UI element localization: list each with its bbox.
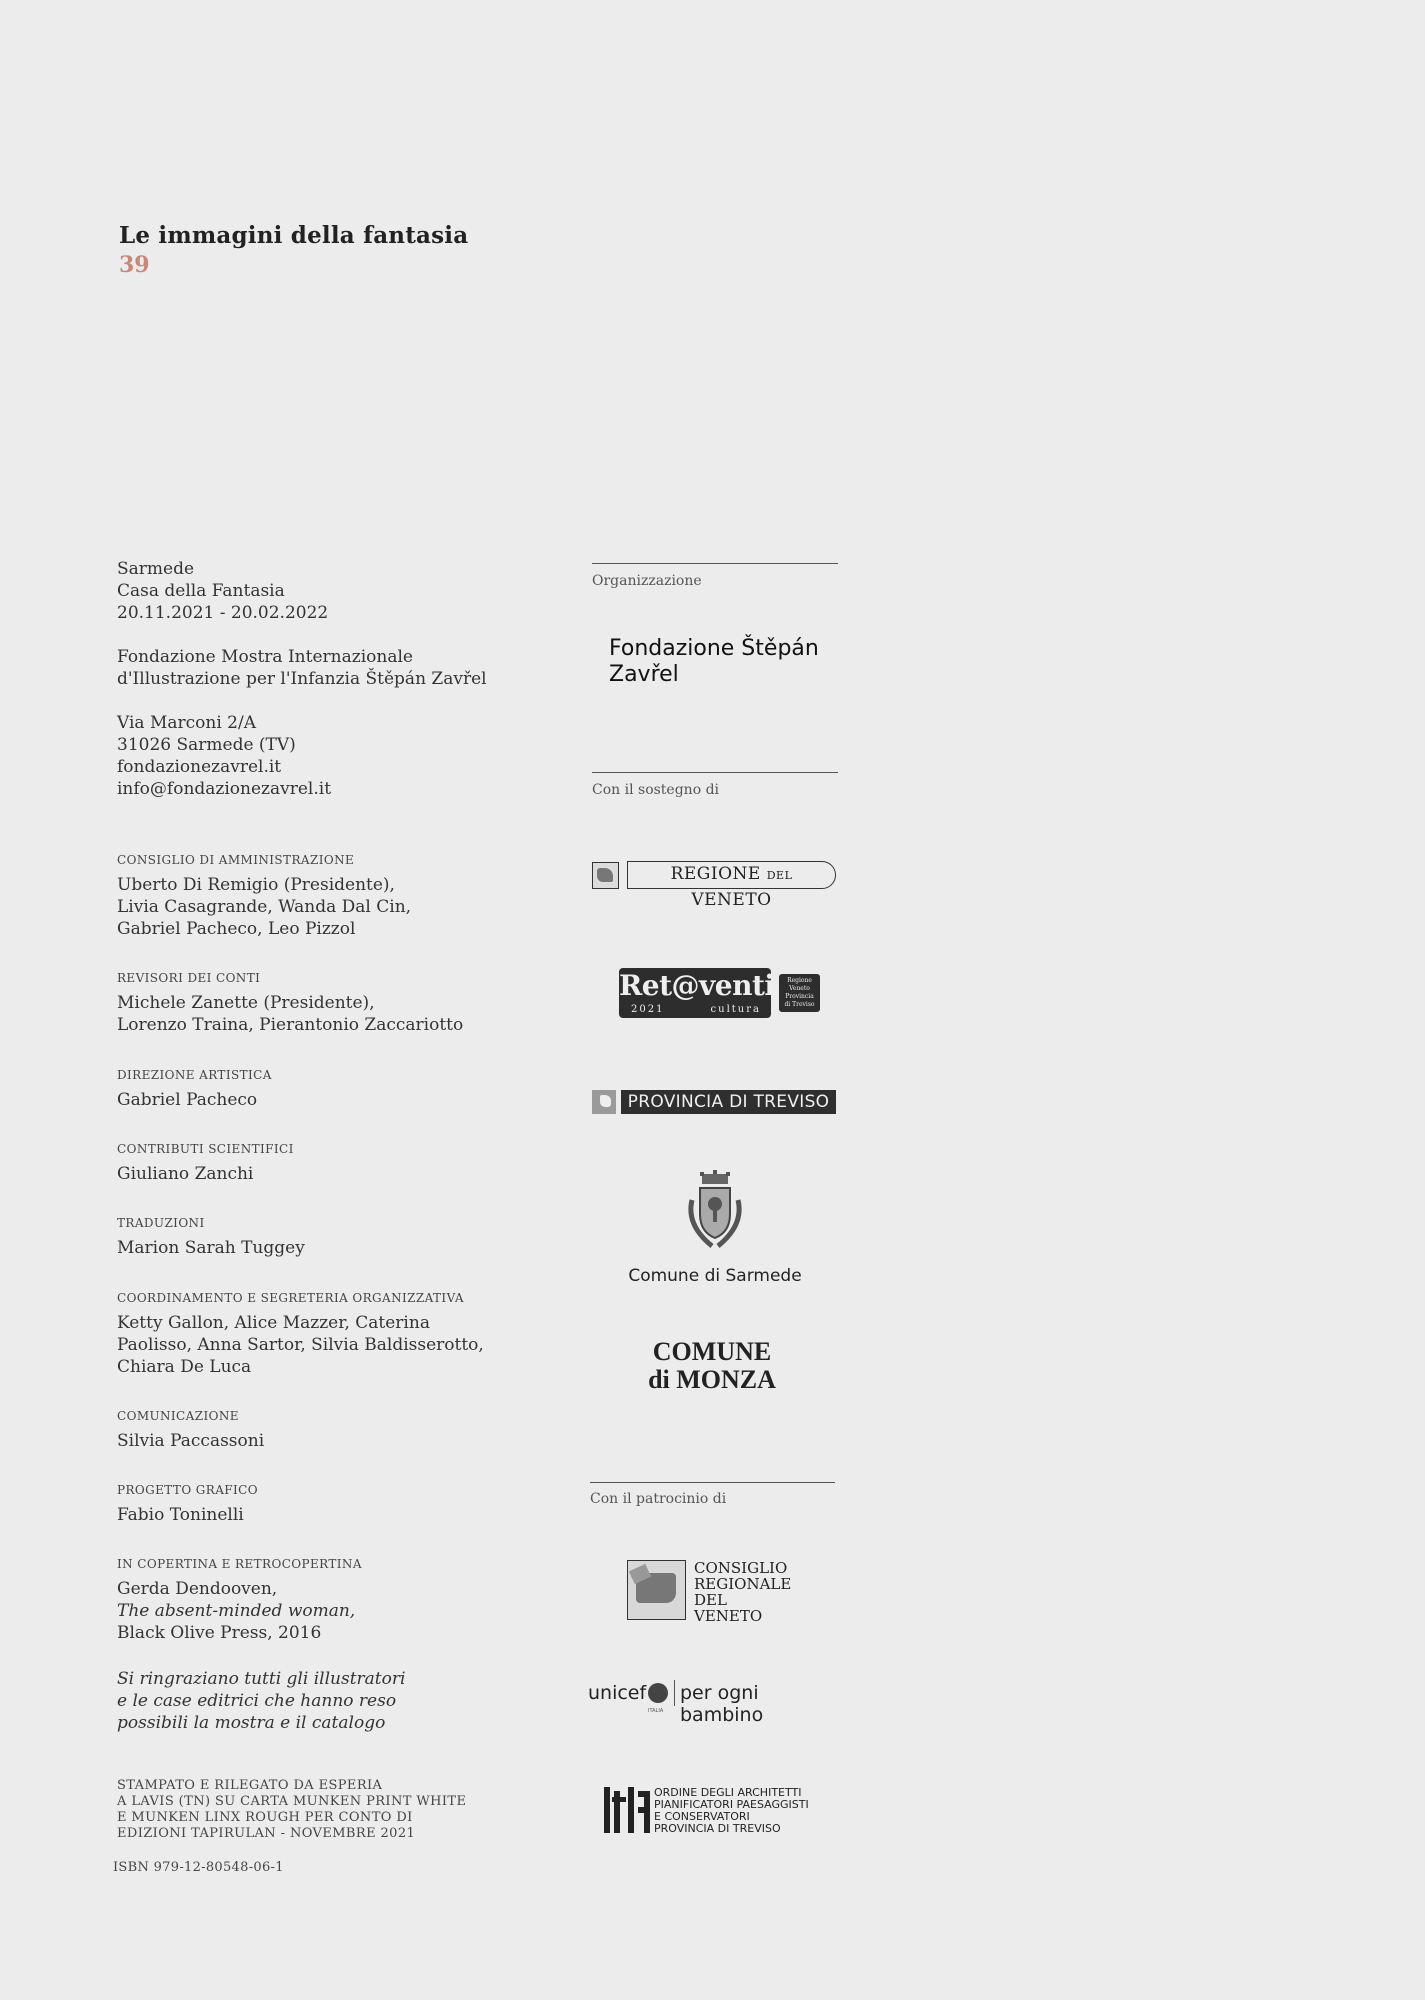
logo-text: CONSIGLIO	[694, 1559, 788, 1577]
credit-line: Gabriel Pacheco	[117, 1090, 258, 1110]
logo-text: REGIONE	[670, 864, 761, 884]
logo-text: Veneto	[789, 985, 810, 992]
globe-icon	[648, 1683, 668, 1703]
credit-line: Silvia Paccassoni	[117, 1431, 265, 1451]
foundation-line: Fondazione Mostra Internazionale	[117, 647, 413, 667]
printing-info	[117, 1778, 537, 1842]
patrocinio-label: Con il patrocinio di	[590, 1491, 727, 1507]
printing-line: E MUNKEN LINX ROUGH PER CONTO DI	[117, 1810, 413, 1825]
comune-monza-logo	[612, 1338, 812, 1394]
website-link[interactable]: fondazionezavrel.it	[117, 757, 282, 777]
consiglio-veneto-logo	[627, 1560, 807, 1624]
logo-text: per ogni bambino	[680, 1682, 764, 1726]
foundation-line: d'Illustrazione per l'Infanzia Štěpán Zavřel	[117, 669, 487, 689]
logo-text: Ret@venti	[619, 969, 775, 1002]
credit-artistic-direction	[117, 1068, 517, 1111]
reteventi-tag	[779, 974, 820, 1012]
credit-line: Marion Sarah Tuggey	[117, 1238, 305, 1258]
thanks-line: possibili la mostra e il catalogo	[117, 1713, 386, 1733]
logo-text: E CONSERVATORI	[654, 1810, 750, 1823]
logo-text: Fondazione Štěpán	[609, 636, 819, 661]
logo-text: DEL	[694, 1591, 727, 1609]
credit-board	[117, 853, 517, 940]
credit-label: COMUNICAZIONE	[117, 1409, 239, 1423]
logo-text: COMUNE	[652, 1337, 772, 1366]
printing-line: A LAVIS (TN) SU CARTA MUNKEN PRINT WHITE	[117, 1794, 467, 1809]
winged-lion-icon	[627, 1560, 686, 1620]
credit-label: CONSIGLIO DI AMMINISTRAZIONE	[117, 853, 355, 867]
logo-text: PROVINCIA DI TREVISO	[621, 1090, 836, 1114]
sostegno-label: Con il sostegno di	[592, 782, 720, 798]
logo-divider	[674, 1680, 675, 1706]
logo-text: ITALIA	[648, 1708, 664, 1714]
thanks-line: e le case editrici che hanno reso	[117, 1691, 397, 1711]
credit-line: Gerda Dendooven,	[117, 1579, 278, 1599]
credit-label: TRADUZIONI	[117, 1216, 205, 1230]
series-number: 39	[119, 252, 150, 278]
logo-text: di MONZA	[648, 1365, 776, 1394]
credit-line: Michele Zanette (Presidente),	[117, 993, 375, 1013]
credit-line: Uberto Di Remigio (Presidente),	[117, 875, 395, 895]
credit-line: Black Olive Press, 2016	[117, 1623, 322, 1643]
treviso-map-icon	[592, 1090, 616, 1114]
credit-line: Lorenzo Traina, Pierantonio Zaccariotto	[117, 1015, 464, 1035]
divider	[590, 1482, 835, 1483]
logo-text: cultura	[710, 1004, 761, 1015]
credit-label: IN COPERTINA E RETROCOPERTINA	[117, 1557, 362, 1571]
divider	[592, 772, 838, 773]
credit-label: DIREZIONE ARTISTICA	[117, 1068, 272, 1082]
logo-text: VENETO	[694, 1607, 763, 1625]
unicef-logo	[588, 1680, 838, 1726]
logo-text: Provincia	[785, 993, 814, 1000]
logo-text: REGIONALE	[694, 1575, 792, 1593]
credit-auditors	[117, 971, 517, 1036]
regione-veneto-logo	[592, 861, 838, 910]
credit-line: Paolisso, Anna Sartor, Silvia Baldisserotto,	[117, 1335, 484, 1355]
credit-scientific	[117, 1142, 517, 1185]
printing-line: EDIZIONI TAPIRULAN - NOVEMBRE 2021	[117, 1826, 416, 1841]
address-block	[117, 712, 517, 800]
credit-line: Chiara De Luca	[117, 1357, 252, 1377]
logo-text: Comune di Sarmede	[628, 1266, 802, 1286]
credit-cover	[117, 1557, 517, 1644]
logo-text: unicef	[588, 1682, 647, 1704]
thanks-line: Si ringraziano tutti gli illustratori	[117, 1669, 406, 1689]
credit-communication	[117, 1409, 517, 1452]
venue-block	[117, 558, 517, 624]
address-line: Via Marconi 2/A	[117, 713, 256, 733]
credit-line: Ketty Gallon, Alice Mazzer, Caterina	[117, 1313, 430, 1333]
printing-line: STAMPATO E RILEGATO DA ESPERIA	[117, 1778, 383, 1793]
logo-text: di Treviso	[784, 1001, 815, 1008]
logo-text: Regione	[787, 977, 812, 984]
email-link[interactable]: info@fondazionezavrel.it	[117, 779, 332, 799]
isbn: ISBN 979-12-80548-06-1	[113, 1860, 284, 1875]
logo-text: 2021	[631, 1004, 665, 1015]
credit-label: COORDINAMENTO E SEGRETERIA ORGANIZZATIVA	[117, 1291, 464, 1305]
credit-line: Giuliano Zanchi	[117, 1164, 254, 1184]
ordine-architetti-logo	[602, 1785, 822, 1835]
reteventi-logo	[619, 968, 821, 1020]
logo-text: Zavřel	[609, 662, 679, 687]
foundation-block	[117, 646, 517, 690]
credit-line: Fabio Toninelli	[117, 1505, 244, 1525]
credit-line: Gabriel Pacheco, Leo Pizzol	[117, 919, 356, 939]
credit-coordination	[117, 1291, 517, 1378]
comune-sarmede-logo	[620, 1170, 810, 1286]
fondazione-zavrel-logo	[609, 636, 819, 688]
logo-text: DEL	[766, 869, 793, 882]
divider	[592, 563, 838, 564]
thanks-note	[117, 1668, 517, 1734]
series-title: Le immagini della fantasia	[119, 222, 469, 249]
credit-label: PROGETTO GRAFICO	[117, 1483, 258, 1497]
credit-label: CONTRIBUTI SCIENTIFICI	[117, 1142, 294, 1156]
venue-line: Casa della Fantasia	[117, 581, 285, 601]
provincia-treviso-logo	[592, 1090, 836, 1115]
credit-line: Livia Casagrande, Wanda Dal Cin,	[117, 897, 412, 917]
organizzazione-label: Organizzazione	[592, 573, 702, 589]
venue-line: 20.11.2021 - 20.02.2022	[117, 603, 329, 623]
sarmede-coat-of-arms-icon	[620, 1170, 810, 1260]
architetti-mark-icon	[602, 1787, 650, 1833]
venue-line: Sarmede	[117, 559, 195, 579]
logo-text: ORDINE DEGLI ARCHITETTI	[654, 1786, 802, 1799]
address-line: 31026 Sarmede (TV)	[117, 735, 296, 755]
credit-translations	[117, 1216, 517, 1259]
credit-graphic-design	[117, 1483, 517, 1526]
credit-line: The absent-minded woman,	[117, 1601, 356, 1621]
logo-text: PIANIFICATORI PAESAGGISTI	[654, 1798, 809, 1811]
veneto-lion-icon	[592, 862, 619, 889]
credit-label: REVISORI DEI CONTI	[117, 971, 261, 985]
logo-text: VENETO	[691, 890, 772, 910]
logo-text: PROVINCIA DI TREVISO	[654, 1822, 781, 1835]
